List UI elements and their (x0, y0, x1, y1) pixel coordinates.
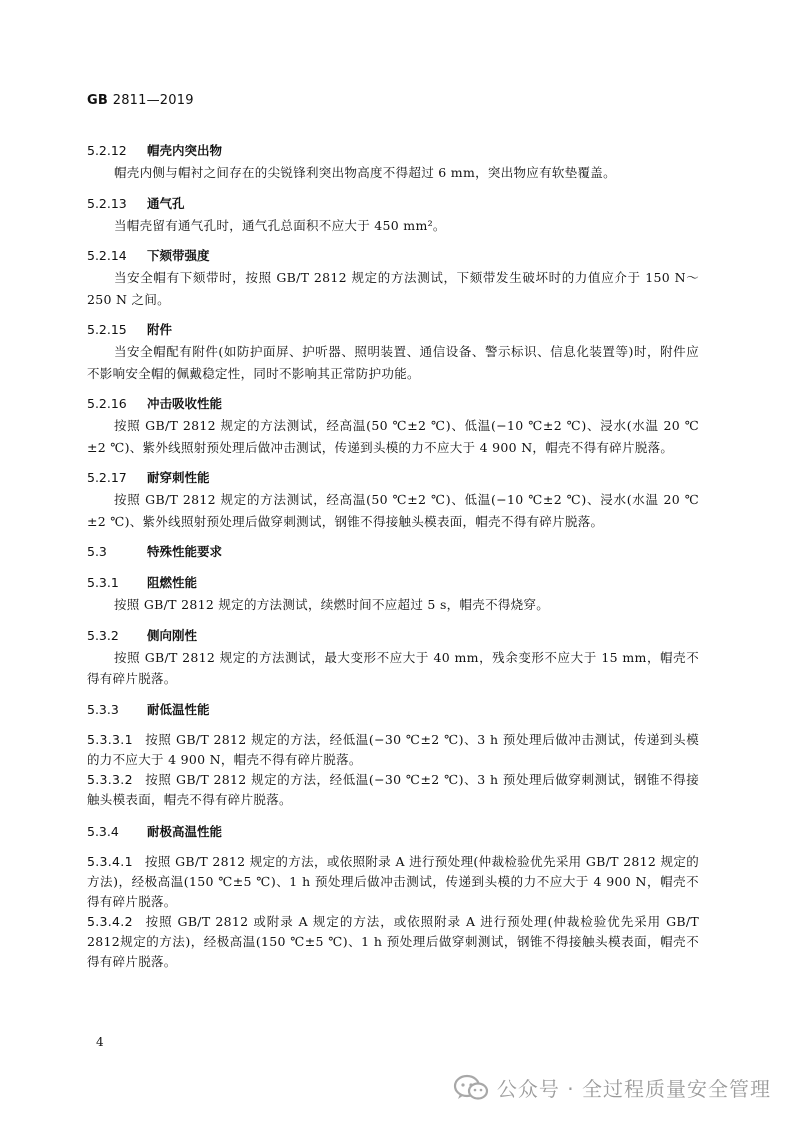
subsection-text: 按照 GB/T 2812 规定的方法，或依照附录 A 进行预处理(仲裁检验优先采用 GB/T 2812 规定的方法)，经极高温(150 ℃±5 ℃)、1 h 预处理后做冲击测试，传递到头模的力不应大于 4 900 N，帽壳不得有碎片脱落。 (87, 853, 699, 909)
section-title: 耐穿刺性能 (146, 470, 210, 485)
section-number: 5.2.12 (87, 143, 127, 158)
section-number: 5.3.2 (87, 627, 119, 643)
section-heading (87, 821, 699, 843)
section-text: 按照 GB/T 2812 规定的方法测试，经高温(50 ℃±2 ℃)、低温(−10 ℃±2 ℃)、浸水(水温 20 ℃±2 ℃)、紫外线照射预处理后做穿刺测试，钢锥不得接触头模表面，帽壳不得有碎片脱落。 (87, 492, 699, 529)
subsection-number: 5.3.4.2 (87, 913, 133, 929)
section-title: 下颏带强度 (146, 248, 210, 263)
subsection-number: 5.3.3.1 (87, 731, 133, 747)
section-heading (87, 467, 699, 489)
section-number: 5.2.13 (87, 195, 127, 211)
subsection-text: 按照 GB/T 2812 规定的方法，经低温(−30 ℃±2 ℃)、3 h 预处理后做冲击测试，传递到头模的力不应大于 4 900 N，帽壳不得有碎片脱落。 (87, 731, 699, 767)
subsection-item (87, 912, 699, 972)
section-title: 通气孔 (146, 195, 185, 211)
section-text: 按照 GB/T 2812 规定的方法测试，最大变形不应大于 40 mm，残余变形不应大于 15 mm，帽壳不得有碎片脱落。 (87, 649, 699, 686)
standard-code-number: 2811—2019 (112, 93, 194, 108)
section-heading (87, 193, 699, 215)
section-text: 按照 GB/T 2812 规定的方法测试，经高温(50 ℃±2 ℃)、低温(−10 ℃±2 ℃)、浸水(水温 20 ℃±2 ℃)、紫外线照射预处理后做冲击测试，传递到头模的力不应大于 4 900 N，帽壳不得有碎片脱落。 (87, 418, 699, 455)
wechat-icon (453, 1074, 489, 1102)
section-heading (87, 541, 699, 563)
section-text: 当安全帽配有附件(如防护面屏、护听器、照明装置、通信设备、警示标识、信息化装置等)时，附件应不影响安全帽的佩戴稳定性，同时不影响其正常防护功能。 (87, 344, 699, 381)
section-number: 5.2.17 (87, 470, 127, 485)
section-heading (87, 319, 699, 341)
section-title: 特殊性能要求 (146, 544, 222, 559)
subsection-text: 按照 GB/T 2812 规定的方法，经低温(−30 ℃±2 ℃)、3 h 预处理后做穿刺测试，钢锥不得接触头模表面，帽壳不得有碎片脱落。 (87, 771, 699, 807)
section-title: 帽壳内突出物 (146, 143, 222, 158)
section-text: 当安全帽有下颏带时，按照 GB/T 2812 规定的方法测试，下颏带发生破坏时的力值应介于 150 N～250 N 之间。 (87, 270, 699, 307)
section-number: 5.3 (87, 544, 107, 559)
standard-code-prefix: GB (87, 93, 108, 108)
standard-code (87, 93, 194, 108)
document-body (87, 140, 699, 972)
section-heading (87, 572, 699, 594)
watermark-text: 公众号 · 全过程质量安全管理 (496, 1077, 771, 1101)
subsection-item (87, 730, 699, 770)
section-heading (87, 140, 699, 162)
subsection-item (87, 770, 699, 810)
wechat-watermark (453, 1073, 771, 1102)
subsection-number: 5.3.3.2 (87, 771, 133, 787)
section-title: 附件 (146, 322, 172, 337)
section-heading (87, 699, 699, 721)
page-number: 4 (96, 1035, 104, 1049)
section-title: 耐极高温性能 (146, 823, 222, 839)
section-title: 冲击吸收性能 (146, 396, 222, 411)
section-number: 5.2.16 (87, 396, 127, 411)
section-heading (87, 625, 699, 647)
section-number: 5.3.3 (87, 701, 119, 717)
section-number: 5.3.1 (87, 575, 119, 590)
section-heading (87, 245, 699, 267)
section-text: 当帽壳留有通气孔时，通气孔总面积不应大于 450 mm²。 (114, 217, 446, 233)
section-title: 耐低温性能 (146, 701, 210, 717)
section-heading (87, 393, 699, 415)
section-number: 5.2.14 (87, 248, 127, 263)
subsection-text: 按照 GB/T 2812 或附录 A 规定的方法，或依照附录 A 进行预处理(仲裁检验优先采用 GB/T 2812规定的方法)，经极高温(150 ℃±5 ℃)、1 h 预处理后做穿刺测试，钢锥不得接触头模表面，帽壳不得有碎片脱落。 (87, 913, 699, 969)
section-title: 侧向刚性 (146, 627, 197, 643)
section-title: 阻燃性能 (146, 575, 197, 590)
section-text: 按照 GB/T 2812 规定的方法测试，续燃时间不应超过 5 s，帽壳不得烧穿。 (114, 597, 550, 612)
section-number: 5.2.15 (87, 322, 127, 337)
section-text: 帽壳内侧与帽衬之间存在的尖锐锋利突出物高度不得超过 6 mm，突出物应有软垫覆盖。 (114, 165, 616, 180)
subsection-number: 5.3.4.1 (87, 853, 133, 869)
subsection-item (87, 852, 699, 912)
section-number: 5.3.4 (87, 823, 119, 839)
